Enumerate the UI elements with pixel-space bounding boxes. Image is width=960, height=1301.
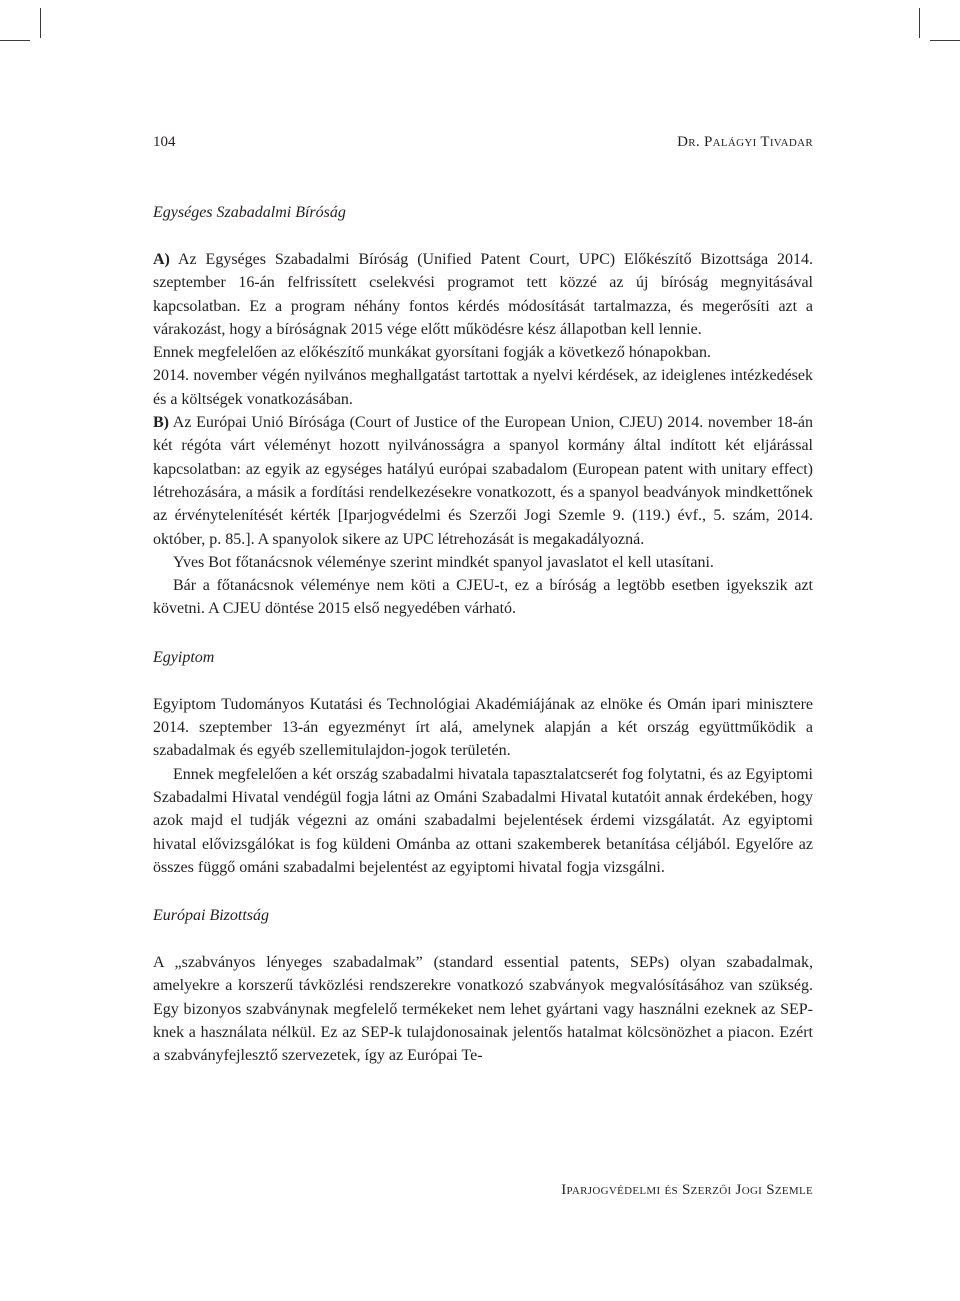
item-label: A) <box>153 251 170 268</box>
paragraph: A „szabványos lényeges szabadalmak” (standard essential patents, SEPs) olyan szabadalmak, amelyekre a korszerű távközlési rendszerekre vonatkozó szabványok megvalósításához van szükség. Egy bizonyos szabványnak megfelelő termékeket nem lehet gyártani vagy használni ezeknek az SEP-knek a használata nélkül. Ez az SEP-k tulajdonosainak jelentős hatalmat kölcsönözhet a piacon. Ezért a szabványfejlesztő szervezetek, így az Európai Te- <box>153 954 813 1065</box>
paragraph: Bár a főtanácsnok véleménye nem köti a CJEU-t, ez a bíróság a legtöbb esetben igyekszik azt követni. A CJEU döntése 2015 első negyedében várható. <box>153 577 813 618</box>
paragraph: A) Az Egységes Szabadalmi Bíróság (Unified Patent Court, UPC) Előkészítő Bizottsága 2014. szeptember 16-án felfrissített cselekvési programot tett közzé az új bíróság megnyitásával kapcsolatban. Ez a program néhány fontos kérdés módosítását tartalmazza, és megerősíti azt a várakozást, hogy a bíróságnak 2015 vége előtt működésre kész állapotban kell lennie. <box>153 251 813 338</box>
page-number: 104 <box>153 134 176 150</box>
section-title-upc: Egységes Szabadalmi Bíróság <box>153 204 346 221</box>
paragraph: B) Az Európai Unió Bírósága (Court of Justice of the European Union, CJEU) 2014. november 18-án két régóta várt véleményt hozott nyilvánosságra a spanyol kormány által indított két eljárással kapcsolatban: az egyik az egységes hatályú európai szabadalom (European patent with unitary effect) létrehozására, a másik a fordítási rendelkezésekre vonatkozott, és a spanyol beadványok mindkettőnek az érvénytelenítését kérték [Iparjogvédelmi és Szerzői Jogi Szemle 9. (119.) évf., 5. szám, 2014. október, p. 85.]. A spanyolok sikere az UPC létrehozását is megakadályozná. <box>153 414 813 548</box>
paragraph: Ennek megfelelően a két ország szabadalmi hivatala tapasztalatcserét fog folytatni, és az Egyiptomi Szabadalmi Hivatal vendégül fogja látni az Ománi Szabadalmi Hivatal kutatóit annak érdekében, hogy azok majd el tudják végezni az ománi szabadalmi bejelentések érdemi vizsgálatát. Az egyiptomi hivatal elővizsgálókat is fog küldeni Ománba az ottani szakemberek betanítása céljából. Egyelőre az összes függő ománi szabadalmi bejelentést az egyiptomi hivatal fogja vizsgálni. <box>153 765 813 876</box>
crop-mark <box>40 8 41 38</box>
running-head: Dr. Palágyi Tivadar <box>677 134 813 150</box>
item-label: B) <box>153 414 169 432</box>
section-title-egypt: Egyiptom <box>153 648 215 666</box>
paragraph: 2014. november végén nyilvános meghallgatást tartottak a nyelvi kérdések, az ideiglenes intézkedések és a költségek vonatkozásában. <box>153 367 813 408</box>
paragraph: Egyiptom Tudományos Kutatási és Technológiai Akadémiájának az elnöke és Omán ipari minisztere 2014. szeptember 13-án egyezményt írt alá, amelynek alapján a két ország együttműködik a szabadalmak és egyéb szellemitulajdon-jogok területén. <box>153 695 813 760</box>
crop-mark <box>0 40 30 41</box>
paragraph: Yves Bot főtanácsnok véleménye szerint mindkét spanyol javaslatot el kell utasítani. <box>173 553 714 571</box>
article-body <box>153 200 813 1068</box>
page-footer-journal: Iparjogvédelmi és Szerzői Jogi Szemle <box>561 1182 813 1198</box>
section-title-european-commission: Európai Bizottság <box>153 907 270 925</box>
page-header <box>153 134 813 156</box>
crop-mark <box>930 40 960 41</box>
paragraph: Ennek megfelelően az előkészítő munkákat gyorsítani fogják a következő hónapokban. <box>153 344 712 362</box>
crop-mark <box>919 8 920 38</box>
